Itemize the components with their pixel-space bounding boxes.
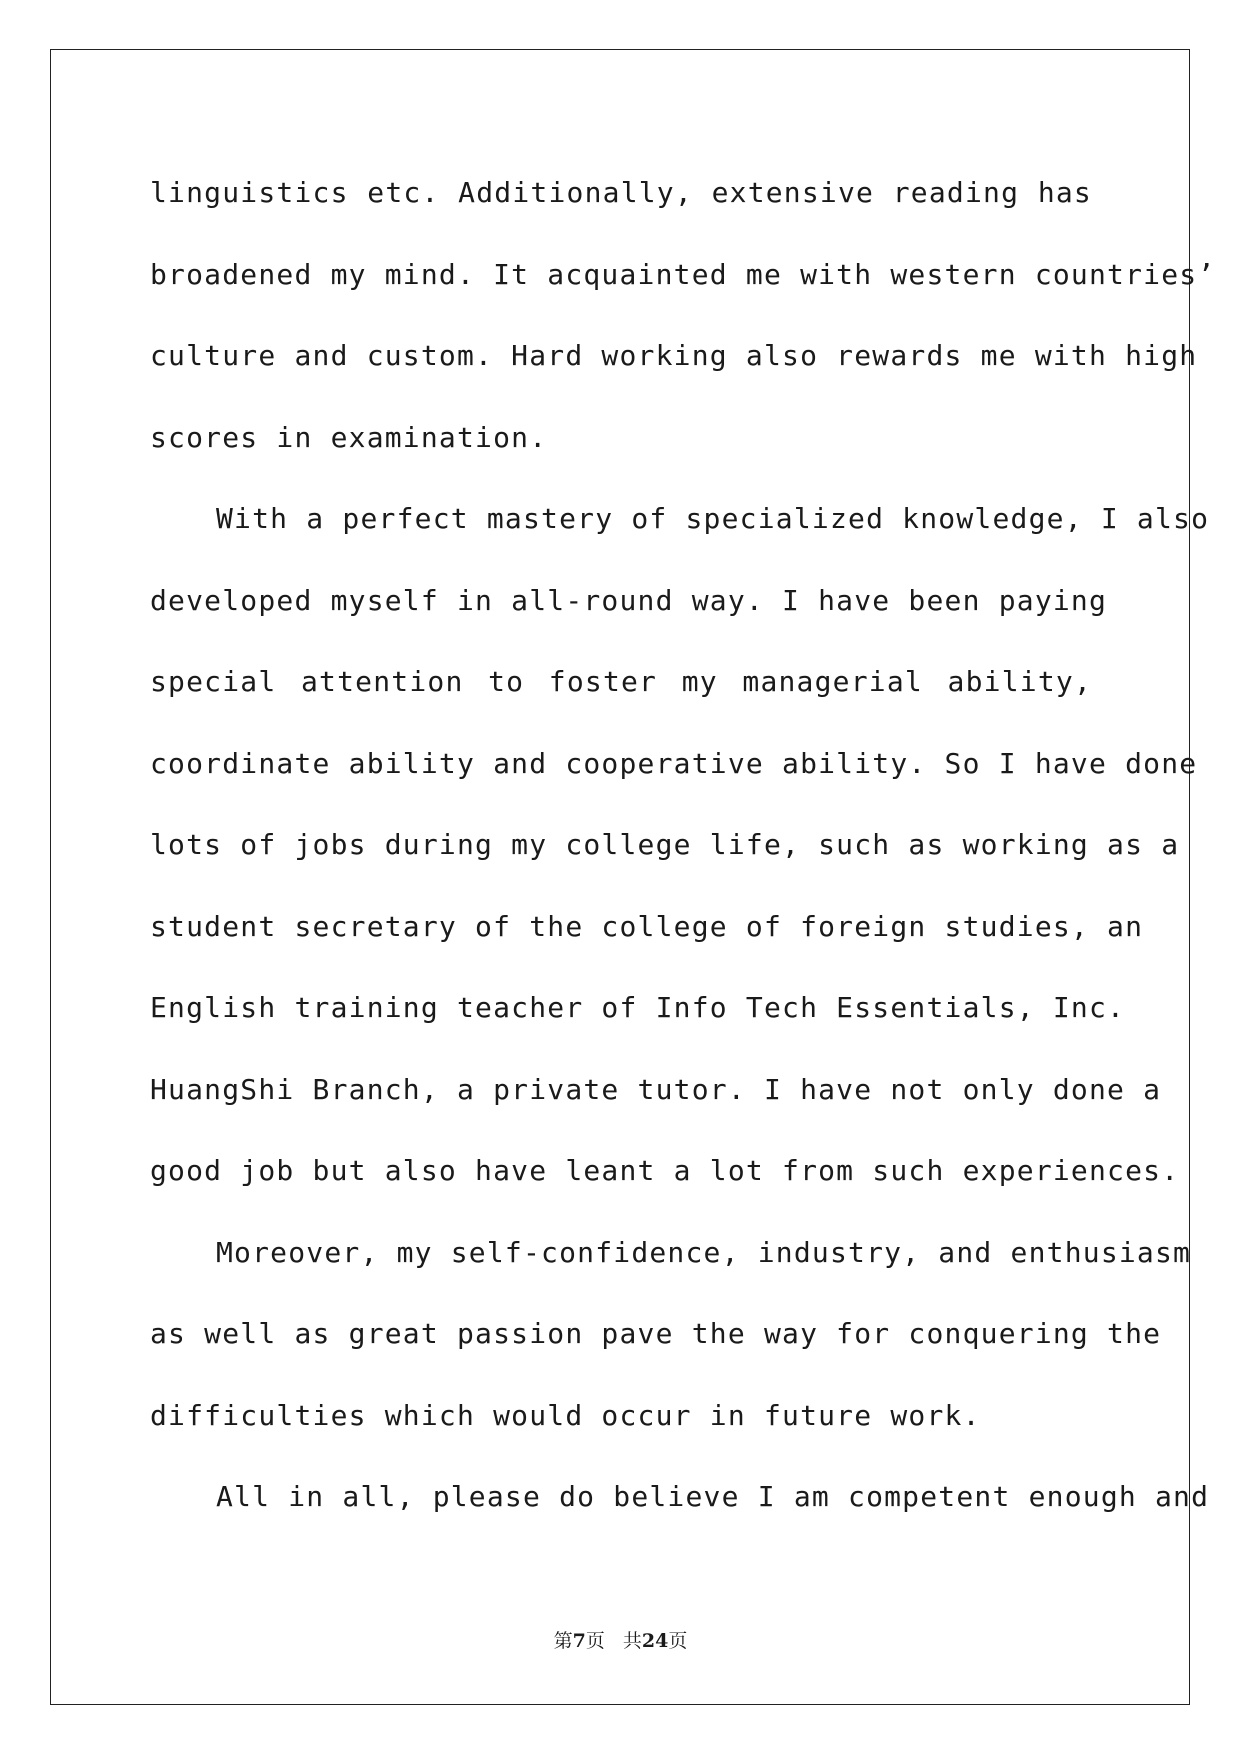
text-line: broadened my mind. It acquainted me with western countries’: [150, 257, 1216, 291]
paragraph-first-line: Moreover, my self-confidence, industry, and enthusiasm: [216, 1235, 1192, 1269]
text-line: coordinate ability and cooperative ability. So I have done: [150, 746, 1198, 780]
page-number: 7: [572, 1630, 586, 1652]
total-suffix: 页: [668, 1630, 688, 1652]
paragraph-first-line: All in all, please do believe I am competent enough and: [216, 1480, 1210, 1513]
text-line: developed myself in all-round way. I have been paying: [150, 583, 1108, 617]
text-line: special attention to foster my managerial ability,: [150, 665, 1092, 698]
total-pages: 24: [641, 1630, 669, 1652]
page-prefix: 第: [553, 1630, 573, 1652]
text-line: student secretary of the college of foreign studies, an: [150, 909, 1144, 943]
total-prefix: 共: [622, 1630, 642, 1652]
text-line: English training teacher of Info Tech Essentials, Inc.: [150, 991, 1126, 1024]
text-line: culture and custom. Hard working also rewards me with high: [150, 339, 1198, 372]
paragraph-first-line: With a perfect mastery of specialized knowledge, I also: [216, 502, 1210, 535]
page-suffix: 页: [585, 1630, 605, 1652]
text-line: scores in examination.: [150, 420, 548, 454]
text-line: lots of jobs during my college life, such as working as a: [150, 828, 1180, 861]
text-line: good job but also have leant a lot from such experiences.: [150, 1154, 1180, 1187]
text-line: HuangShi Branch, a private tutor. I have not only done a: [150, 1072, 1162, 1106]
text-line: linguistics etc. Additionally, extensive reading has: [150, 176, 1092, 209]
page-footer: [0, 1626, 1241, 1653]
text-line: difficulties which would occur in future work.: [150, 1398, 981, 1432]
document-body: [150, 152, 1216, 1538]
text-line: as well as great passion pave the way for conquering the: [150, 1317, 1162, 1350]
